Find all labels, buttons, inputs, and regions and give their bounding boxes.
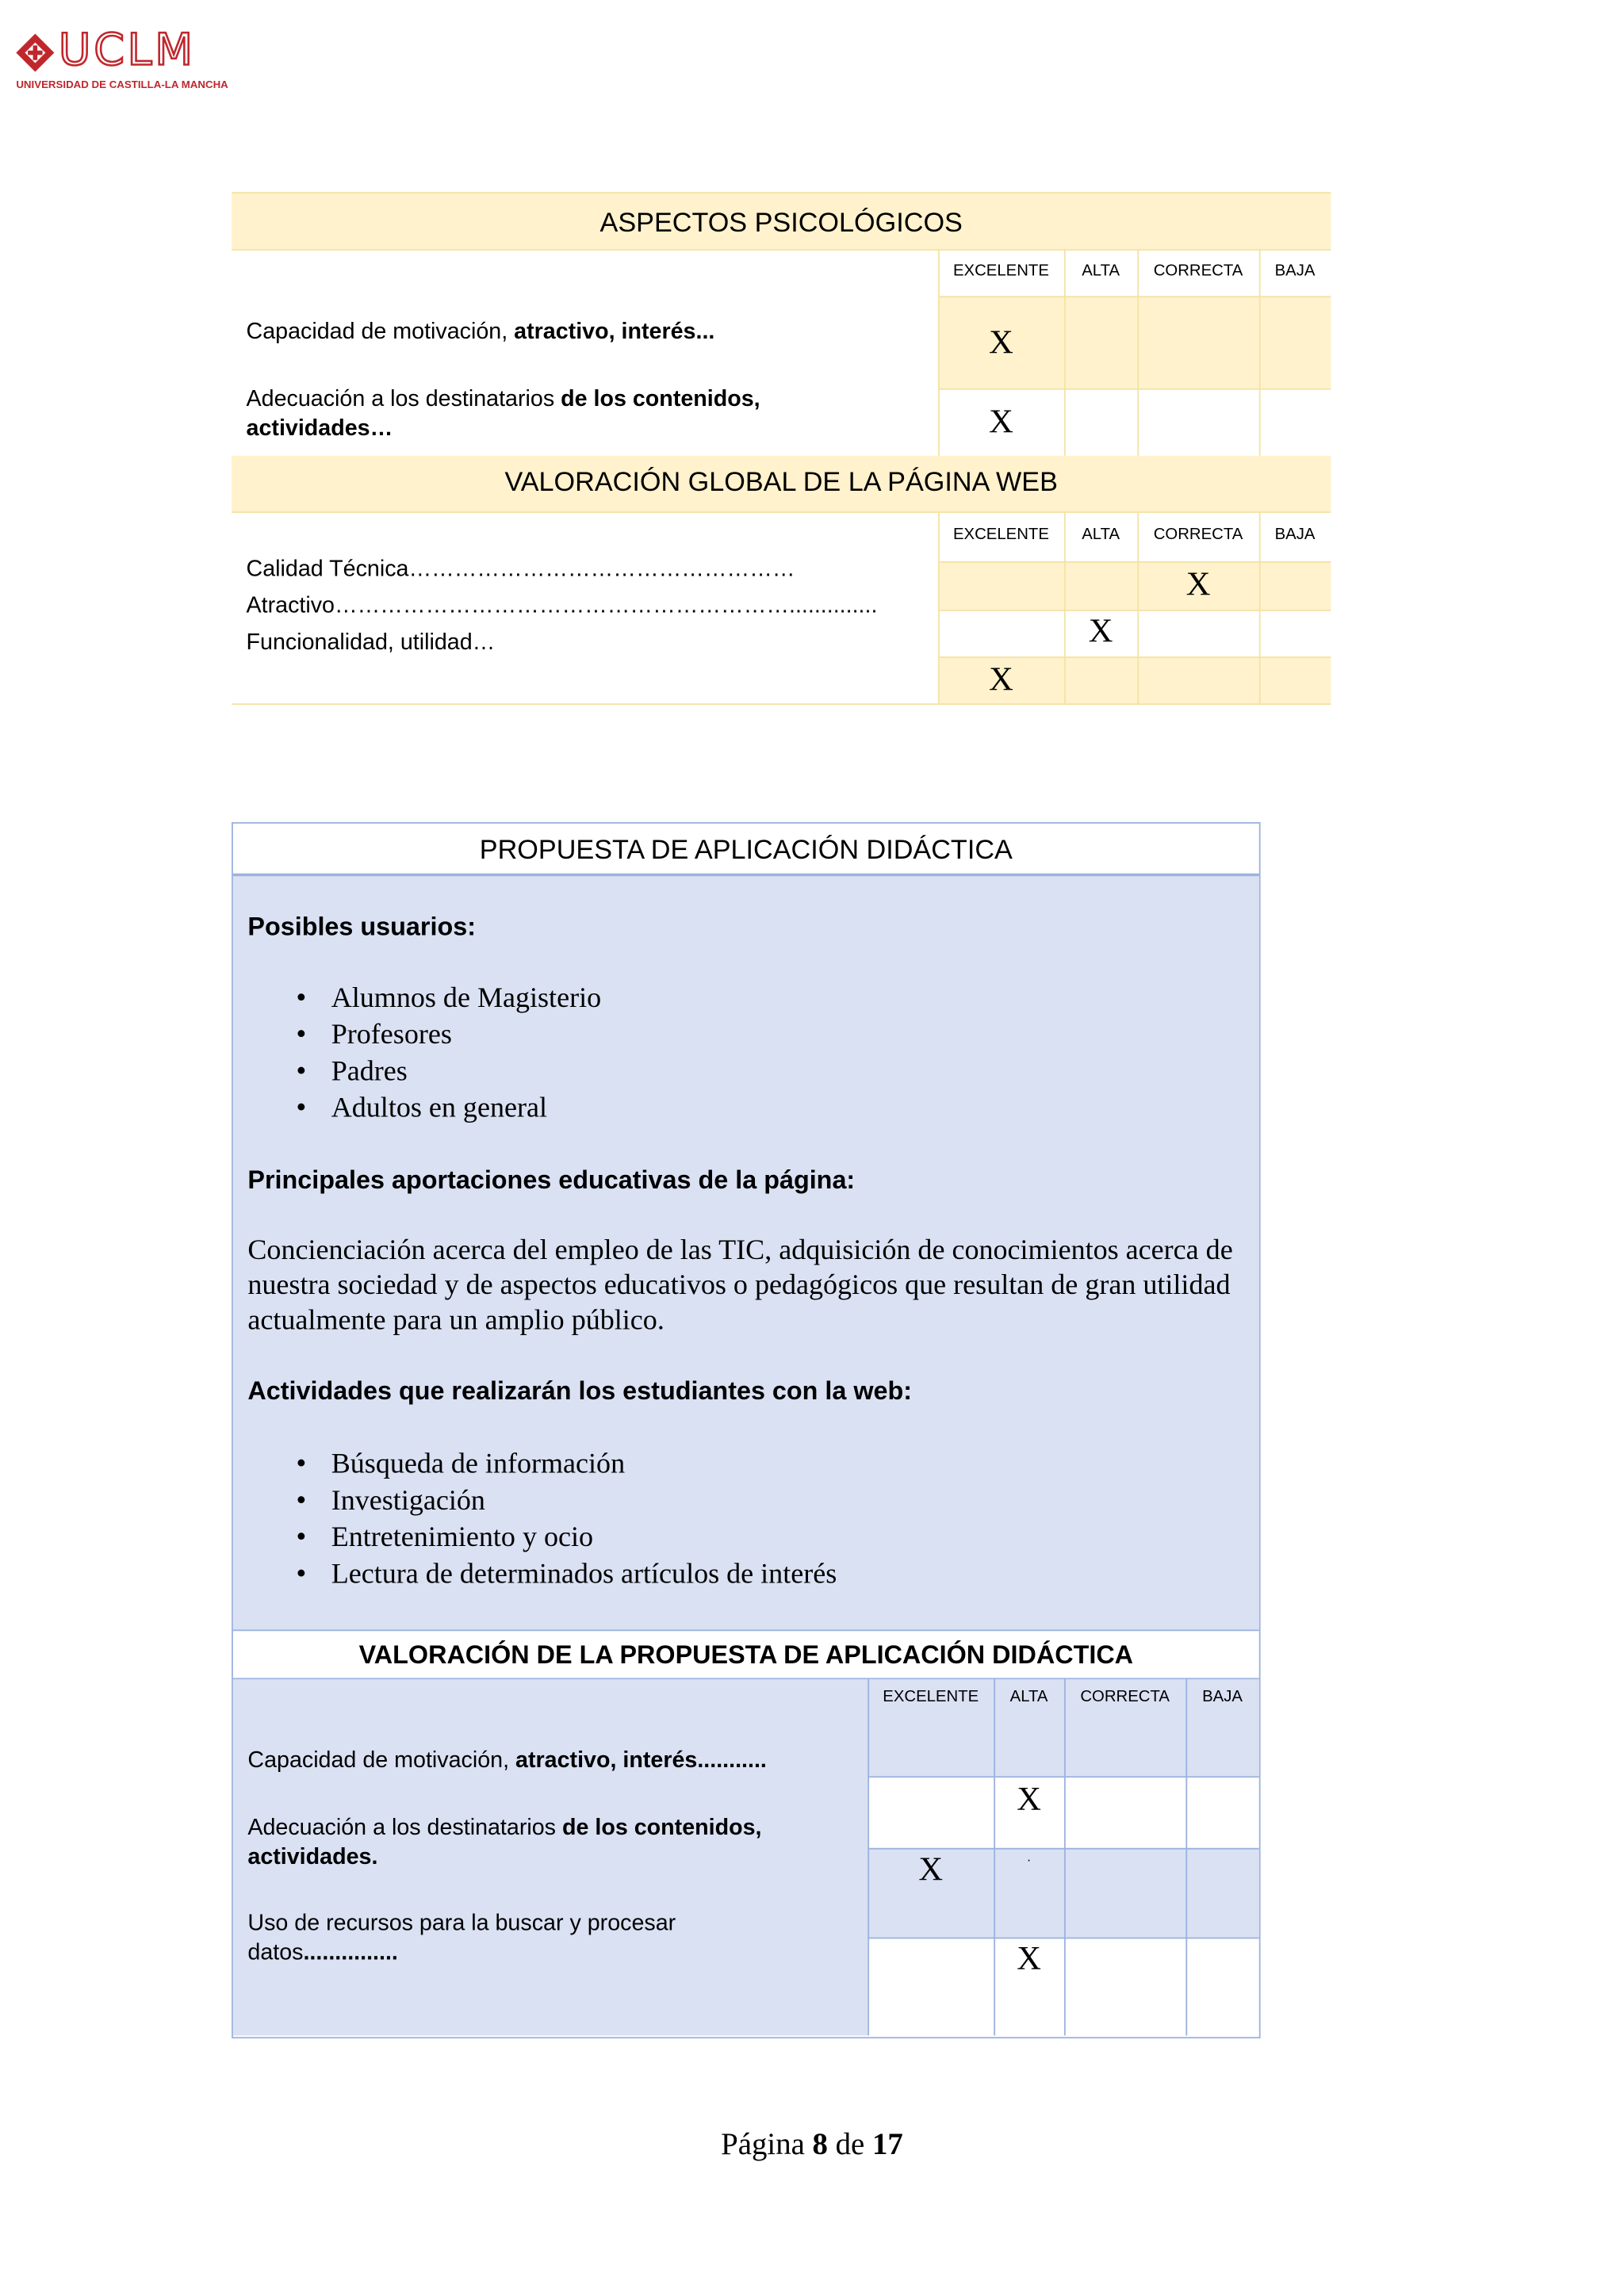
criterion-adequacy: Adecuación a los destinatarios de los contenidos, actividades. [247, 1816, 762, 1870]
list-item: • Adultos en general [233, 1090, 601, 1127]
rating-mark: X [989, 403, 1013, 440]
current-page-number: 8 [812, 2126, 828, 2162]
list-item: • Entretenimiento y ocio [233, 1520, 837, 1556]
users-list [233, 981, 601, 1127]
list-item: • Lectura de determinados artículos de interés [233, 1556, 837, 1593]
psychological-title: ASPECTOS PSICOLÓGICOS [599, 206, 963, 238]
users-heading: Posibles usuarios: [247, 911, 477, 941]
list-item: • Búsqueda de información [233, 1446, 837, 1483]
evaluation-title: VALORACIÓN DE LA PROPUESTA DE APLICACIÓN DIDÁCTICA [358, 1640, 1134, 1670]
list-item: • Padres [233, 1054, 601, 1090]
proposal-title: PROPUESTA DE APLICACIÓN DIDÁCTICA [479, 833, 1013, 865]
criterion-technical-quality: Calidad Técnica…………………………………………… [246, 557, 795, 582]
column-header-alta: ALTA [1082, 262, 1120, 281]
criterion-adequacy: Adecuación a los destinatarios de los contenidos, actividades… [246, 386, 760, 442]
logo-subtitle: UNIVERSIDAD DE CASTILLA-LA MANCHA [16, 77, 228, 91]
column-header-excelente: EXCELENTE [883, 1688, 979, 1706]
rating-mark: X [918, 1850, 944, 1888]
activities-heading: Actividades que realizarán los estudiantes con la web: [247, 1376, 913, 1406]
column-header-correcta: CORRECTA [1080, 1688, 1170, 1706]
list-item: • Profesores [233, 1017, 601, 1054]
university-emblem-icon [14, 33, 56, 74]
rating-mark: X [1088, 612, 1113, 649]
criterion-motivation: Capacidad de motivación, atractivo, interés........... [247, 1748, 767, 1774]
didactic-proposal-table [232, 822, 1261, 2038]
rating-mark: X [1017, 1780, 1041, 1818]
list-item: • Investigación [233, 1483, 837, 1520]
rating-mark: X [1017, 1940, 1041, 1977]
psychological-aspects-table [232, 192, 1331, 456]
criterion-attractiveness: Atractivo…………………………………………………….............. [246, 593, 878, 619]
column-header-excelente: EXCELENTE [952, 262, 1049, 281]
rating-mark: X [989, 323, 1013, 361]
column-header-alta: ALTA [1082, 526, 1120, 544]
total-pages: 17 [872, 2126, 903, 2162]
column-header-excelente: EXCELENTE [952, 526, 1049, 544]
list-item: • Alumnos de Magisterio [233, 981, 601, 1017]
contributions-heading: Principales aportaciones educativas de la página: [247, 1165, 856, 1195]
column-header-correcta: CORRECTA [1153, 262, 1243, 281]
column-header-alta: ALTA [1009, 1688, 1048, 1706]
logo-brand: UCLM [58, 25, 196, 77]
activities-list [233, 1446, 837, 1593]
rating-mark: X [989, 660, 1013, 698]
column-header-baja: BAJA [1274, 262, 1316, 281]
column-header-correcta: CORRECTA [1153, 526, 1243, 544]
page-footer: Página 8 de 17 [721, 2126, 903, 2162]
criterion-resources: Uso de recursos para la buscar y procesar datos............... [247, 1911, 676, 1965]
rating-mark: X [1185, 565, 1211, 603]
global-title: VALORACIÓN GLOBAL DE LA PÁGINA WEB [504, 465, 1058, 497]
uclm-logo [14, 25, 263, 94]
column-header-baja: BAJA [1274, 526, 1316, 544]
column-header-baja: BAJA [1202, 1688, 1243, 1706]
global-rating-table [232, 456, 1331, 705]
criterion-functionality: Funcionalidad, utilidad… [246, 629, 496, 656]
criterion-motivation: Capacidad de motivación, atractivo, interés... [246, 319, 715, 345]
contributions-text: Concienciación acerca del empleo de las TIC, adquisición de conocimientos acerca de nuestra sociedad y de aspectos educativos o pedagógicos que resultan de gran utilidad actualmente para un amplio público. [247, 1235, 1233, 1337]
stray-dot: . [1027, 1849, 1031, 1865]
